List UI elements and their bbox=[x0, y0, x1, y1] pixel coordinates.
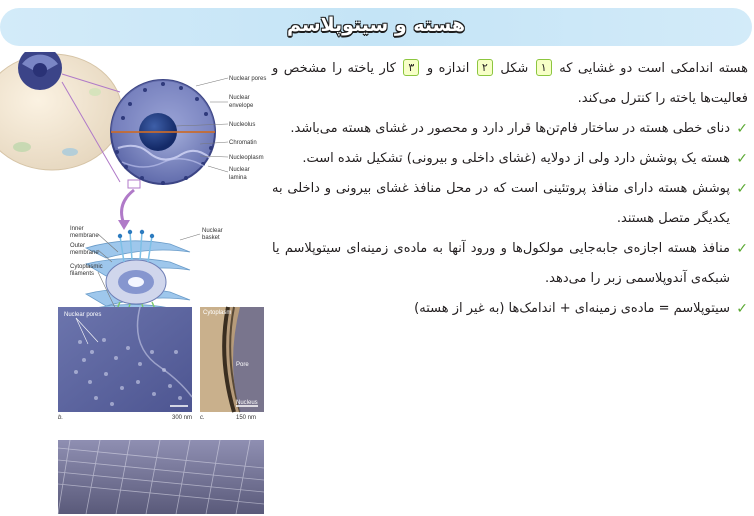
label-cytoplasmic-filaments-2: filaments bbox=[70, 271, 95, 277]
intro-text: هسته اندامکی است دو غشایی که bbox=[559, 61, 748, 76]
text-content bbox=[272, 54, 748, 324]
label-inner-membrane-2: membrane bbox=[70, 233, 99, 239]
label-nuclear-lamina-2: lamina bbox=[229, 175, 247, 181]
label-chromatin: Chromatin bbox=[229, 140, 257, 146]
bullet-text: منافذ هسته اجازه‌ی جابه‌جایی مولکول‌ها و ورود آنها به ماده‌ی زمینه‌ای سیتوپلاسم یا شبکه‌ی آندوپلاسمی زبر را می‌دهد. bbox=[272, 241, 730, 286]
label-nuclear-basket-1: Nuclear bbox=[202, 228, 223, 234]
label-nuclear-pores: Nuclear pores bbox=[229, 76, 267, 82]
label-nuclear-envelope-1: Nuclear bbox=[229, 95, 250, 101]
label-inner-membrane-1: Inner bbox=[70, 226, 84, 232]
intro-text: اندازه و bbox=[426, 61, 470, 76]
label-cytoplasmic-filaments-1: Cytoplasmic bbox=[70, 264, 103, 270]
number-badge-3: ۳ bbox=[403, 59, 419, 76]
label-nucleoplasm: Nucleoplasm bbox=[229, 155, 264, 161]
nucleus-illustration bbox=[0, 52, 270, 516]
label-panel-b: b. bbox=[58, 415, 64, 421]
label-nucleus: Nucleus bbox=[236, 400, 258, 406]
number-badge-2: ۲ bbox=[477, 59, 493, 76]
bullet-text: هسته یک پوشش دارد ولی از دولایه (غشای داخلی و بیرونی) تشکیل شده است. bbox=[302, 151, 730, 166]
check-icon: ✓ bbox=[736, 301, 748, 317]
check-icon: ✓ bbox=[736, 241, 748, 257]
check-icon: ✓ bbox=[736, 121, 748, 137]
nucleus-figure bbox=[0, 52, 270, 516]
number-badge-1: ۱ bbox=[536, 59, 552, 76]
label-pore: Pore bbox=[236, 362, 249, 368]
bullet-item bbox=[272, 174, 748, 234]
label-scale-150: 150 nm bbox=[236, 415, 257, 421]
bullet-item bbox=[272, 144, 748, 174]
bullet-text: دنای خطی هسته در ساختار فام‌تن‌ها قرار دارد و محصور در غشای هسته می‌باشد. bbox=[290, 121, 730, 136]
label-cytoplasm: Cytoplasm bbox=[203, 310, 232, 316]
bullet-item bbox=[272, 234, 748, 294]
bullet-text: پوشش هسته دارای منافذ پروتئینی است که در محل منافذ غشای بیرونی و داخلی به یکدیگر متصل هستند. bbox=[272, 181, 730, 226]
label-micrograph-pores: Nuclear pores bbox=[64, 312, 102, 318]
label-nuclear-envelope-2: envelope bbox=[229, 103, 254, 109]
page-title: هسته و سیتوپلاسم bbox=[286, 14, 466, 36]
bullet-text: سیتوپلاسم = ماده‌ی زمینه‌ای + اندامک‌ها (به غیر از هسته) bbox=[414, 301, 730, 316]
bullet-item bbox=[272, 294, 748, 324]
label-nucleolus: Nucleolus bbox=[229, 122, 256, 128]
intro-text: کار یاخته را مشخص و فعالیت‌ها یاخته را کنترل می‌کند. bbox=[272, 61, 748, 106]
intro-paragraph bbox=[272, 54, 748, 114]
label-outer-membrane-2: membrane bbox=[70, 250, 99, 256]
title-banner bbox=[0, 8, 752, 46]
label-scale-300: 300 nm bbox=[172, 415, 193, 421]
intro-text: شکل bbox=[500, 61, 529, 76]
label-outer-membrane-1: Outer bbox=[70, 243, 86, 249]
label-panel-c: c. bbox=[200, 415, 205, 421]
label-nuclear-basket-2: basket bbox=[202, 235, 220, 241]
bullet-item bbox=[272, 114, 748, 144]
check-icon: ✓ bbox=[736, 181, 748, 197]
check-icon: ✓ bbox=[736, 151, 748, 167]
label-nuclear-lamina-1: Nuclear bbox=[229, 167, 250, 173]
